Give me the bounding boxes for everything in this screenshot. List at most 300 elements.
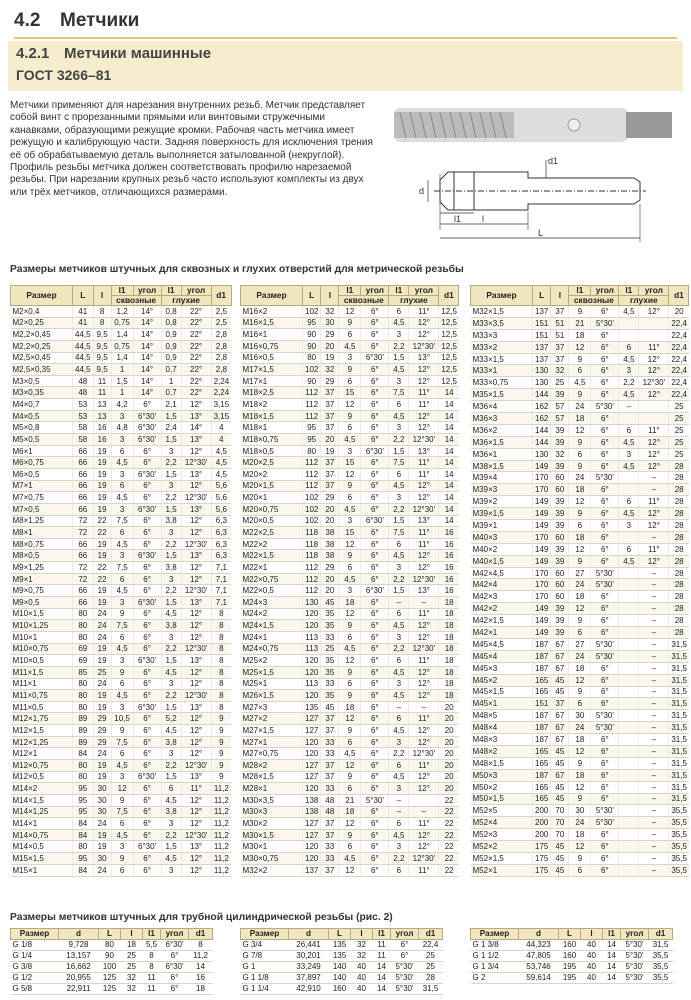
table-cell: 120 [303, 655, 321, 667]
table-cell: 118 [303, 538, 321, 550]
table-cell: 102 [303, 306, 321, 318]
table-cell: 90 [303, 340, 321, 352]
table-cell: 2,2 [161, 538, 181, 550]
table-cell: 1,5 [161, 410, 181, 422]
table-cell: 4,5 [619, 555, 639, 567]
table-cell: 80 [73, 771, 94, 783]
pipe-table-block [240, 928, 443, 995]
table-cell: 5°30' [391, 962, 419, 973]
table-cell: 1,5 [161, 597, 181, 609]
table-cell: 151 [533, 317, 551, 329]
header-angle: угол [639, 286, 669, 296]
table-cell: 6° [361, 690, 389, 702]
table-cell: 12° [639, 555, 669, 567]
table-cell: – [639, 686, 669, 698]
table-cell: 22,4 [669, 317, 689, 329]
table2-caption: Размеры метчиков штучных для трубной цилиндрической резьбы (рис. 2) [10, 912, 393, 923]
table-cell: 28 [419, 973, 443, 984]
table-cell: 1,5 [161, 771, 181, 783]
table-row [241, 468, 459, 480]
table-row [11, 620, 232, 632]
table-cell: 127 [303, 759, 321, 771]
table-cell: 22 [93, 573, 111, 585]
table-cell: 19 [93, 468, 111, 480]
table-cell: M20×1 [241, 492, 303, 504]
table-row [241, 725, 459, 737]
table-cell: 5°30' [591, 710, 619, 722]
table-cell: 130 [533, 365, 551, 377]
table-cell: M27×1 [241, 736, 303, 748]
table-cell: 37 [551, 698, 569, 710]
table-cell: 28 [669, 627, 689, 639]
table-cell: M50×2 [471, 781, 533, 793]
table-cell: 39 [551, 424, 569, 436]
table-cell: 30 [321, 317, 339, 329]
table-cell: 4,5 [389, 480, 409, 492]
table-cell: 6° [361, 422, 389, 434]
table-cell: 4,5 [389, 410, 409, 422]
table-cell: 3 [111, 550, 133, 562]
table-cell: 12 [569, 674, 591, 686]
table-cell: 6° [361, 736, 389, 748]
gost-standard: ГОСТ 3266–81 [16, 67, 112, 83]
table-cell: 19 [93, 771, 111, 783]
table-cell: M24×0,75 [241, 643, 303, 655]
table-cell: 6° [161, 984, 189, 995]
table-cell: 19 [93, 457, 111, 469]
table-cell: 25 [669, 448, 689, 460]
table-cell: 1,5 [389, 515, 409, 527]
table-cell: 16,662 [59, 962, 99, 973]
table-cell: 18 [121, 940, 143, 951]
table-row [471, 852, 689, 864]
table-cell: M8×1,25 [11, 515, 73, 527]
table-cell: M2,5×0,35 [11, 364, 73, 376]
table-cell: 31,5 [669, 793, 689, 805]
table-cell: 67 [551, 650, 569, 662]
table-cell: 80 [73, 631, 94, 643]
table-cell: 4,5 [161, 853, 181, 865]
table-row [241, 631, 459, 643]
table-cell: 18 [189, 984, 213, 995]
table-cell: 32 [121, 973, 143, 984]
table-cell: 9 [569, 389, 591, 401]
table-cell [619, 603, 639, 615]
table-cell: 6° [361, 818, 389, 830]
table-cell: 6 [339, 375, 361, 387]
table-cell: 3 [111, 434, 133, 446]
table-cell: 9,5 [93, 352, 111, 364]
table-cell: M10×1,5 [11, 608, 73, 620]
table-cell: 24 [93, 864, 111, 876]
table-cell: 22° [181, 306, 211, 318]
table-cell: 12°30' [181, 457, 211, 469]
table-row [11, 585, 232, 597]
table-cell: 35 [321, 655, 339, 667]
table-cell: 6° [591, 615, 619, 627]
table-cell: 44,5 [73, 340, 94, 352]
table-cell: 6°30' [161, 962, 189, 973]
table-cell: 1,4 [111, 352, 133, 364]
table-cell: M14×1,5 [11, 794, 73, 806]
table-cell: M20×2 [241, 468, 303, 480]
table-cell: 6°30' [361, 445, 389, 457]
table-row [471, 317, 689, 329]
label-l: l [482, 214, 484, 224]
table-cell: 9,5 [93, 364, 111, 376]
table-cell: 4,5 [389, 690, 409, 702]
table-cell: 3 [161, 573, 181, 585]
table-cell: 18 [339, 597, 361, 609]
table-cell: 6° [361, 666, 389, 678]
table-cell: – [639, 615, 669, 627]
table-cell: 6° [361, 631, 389, 643]
table-cell: 37 [321, 725, 339, 737]
table-cell: 6 [569, 365, 591, 377]
table-cell: M12×0,5 [11, 771, 73, 783]
table-cell: 22,4 [669, 329, 689, 341]
table-cell: 200 [533, 805, 551, 817]
table-cell: 6° [591, 520, 619, 532]
table-cell: 8 [143, 951, 161, 962]
table-cell: 6° [591, 698, 619, 710]
pipe-header: d [289, 929, 329, 940]
table-cell: M11×0,75 [11, 690, 73, 702]
table-cell: 37 [321, 399, 339, 411]
table-cell: 112 [303, 573, 321, 585]
table-cell: M26×1,5 [241, 690, 303, 702]
table-cell: 19 [93, 597, 111, 609]
table-cell: M2×0,4 [11, 306, 73, 318]
table-cell: 12° [409, 783, 439, 795]
table-cell: 6° [361, 364, 389, 376]
table-cell: M17×1 [241, 375, 303, 387]
table-cell: 45 [551, 686, 569, 698]
table-cell: 120 [303, 841, 321, 853]
table-cell: 13° [181, 434, 211, 446]
table-cell: 31,5 [669, 638, 689, 650]
table-cell: 2,8 [211, 364, 231, 376]
header-l1: l1 [111, 286, 133, 296]
table-cell: 24 [93, 608, 111, 620]
table-cell: 37 [321, 759, 339, 771]
table-cell: 80 [73, 678, 94, 690]
table-row [241, 818, 459, 830]
table-cell: 11,2 [211, 853, 231, 865]
table-cell: 187 [533, 722, 551, 734]
table-cell: 2,2 [389, 853, 409, 865]
table-cell: 19 [93, 492, 111, 504]
table-cell: M42×2 [471, 603, 533, 615]
table-cell: 18 [569, 829, 591, 841]
table-cell: 12° [409, 829, 439, 841]
table-cell: 41 [73, 306, 94, 318]
table-cell: 18 [439, 655, 459, 667]
table-cell: 4,5 [389, 620, 409, 632]
table-cell: 53 [73, 410, 94, 422]
table-cell: 28 [669, 472, 689, 484]
label-l1: l1 [454, 214, 462, 224]
table-cell: 40 [581, 962, 603, 973]
table-cell: 11° [409, 306, 439, 318]
table-cell: 70 [551, 829, 569, 841]
table-cell [619, 317, 639, 329]
table-cell: 14 [439, 492, 459, 504]
table-cell: 3 [339, 515, 361, 527]
table-cell: M45×1,5 [471, 686, 533, 698]
table-cell: 3,8 [161, 806, 181, 818]
table-cell: 165 [533, 781, 551, 793]
table-row [11, 515, 232, 527]
table-cell: 4,5 [111, 690, 133, 702]
table-cell: 6° [591, 365, 619, 377]
table-cell: 6 [569, 448, 591, 460]
table-cell: 95 [73, 794, 94, 806]
table-cell: 44,323 [519, 940, 559, 951]
table-cell: 9,5 [93, 340, 111, 352]
table-cell: 6° [591, 413, 619, 425]
table-cell: 12°30' [409, 573, 439, 585]
table-cell: 12° [181, 527, 211, 539]
header-blind: глухие [161, 296, 211, 306]
table-cell: – [639, 781, 669, 793]
table-cell: – [389, 794, 409, 806]
table-cell: 13° [181, 410, 211, 422]
table-cell: 12 [569, 603, 591, 615]
table-cell: 2,2 [161, 457, 181, 469]
table-cell: 175 [533, 852, 551, 864]
table-cell: M36×1 [471, 448, 533, 460]
table-cell: M30×2 [241, 818, 303, 830]
table-cell: 5°30' [591, 401, 619, 413]
table-cell: 6° [361, 399, 389, 411]
table-cell: 22,911 [59, 984, 99, 995]
table-cell [619, 841, 639, 853]
table-cell: 90 [303, 329, 321, 341]
table-cell: M18×0,75 [241, 434, 303, 446]
table-cell: 1,5 [111, 375, 133, 387]
table-cell: 3,8 [161, 736, 181, 748]
table-cell: G 1 1/8 [241, 973, 289, 984]
table-cell: 30 [93, 783, 111, 795]
table-cell: 66 [73, 550, 94, 562]
table-cell: 6° [133, 585, 161, 597]
table-cell: 6 [389, 713, 409, 725]
table-cell: 9 [569, 686, 591, 698]
table-cell: 19 [93, 503, 111, 515]
table-cell: 18 [569, 734, 591, 746]
table-cell: M22×0,75 [241, 573, 303, 585]
table-row [241, 962, 443, 973]
table-cell: 18 [439, 678, 459, 690]
table-cell: 3 [389, 329, 409, 341]
table-cell: 5°30' [591, 579, 619, 591]
table-row [11, 597, 232, 609]
table-cell: 16 [439, 538, 459, 550]
table-cell: 0,8 [161, 306, 181, 318]
table-cell: M33×3,5 [471, 317, 533, 329]
table-cell: 2,2 [389, 340, 409, 352]
table-cell: 12° [181, 562, 211, 574]
table-cell: 13° [409, 352, 439, 364]
pipe-header: l [581, 929, 603, 940]
table-cell: 8 [143, 962, 161, 973]
table-cell: 31,5 [669, 745, 689, 757]
table-cell: 22,4 [669, 365, 689, 377]
table-row [11, 364, 232, 376]
table-cell: – [639, 579, 669, 591]
table-cell: 9,728 [59, 940, 99, 951]
metric-table [240, 285, 459, 877]
table-cell: – [639, 698, 669, 710]
table-cell: 6° [133, 806, 161, 818]
table-cell: 12° [181, 713, 211, 725]
table-cell: 25 [551, 377, 569, 389]
table-cell: 12° [409, 666, 439, 678]
table-cell: 14 [603, 973, 621, 984]
table-row [11, 387, 232, 399]
table-cell: 20 [321, 515, 339, 527]
table-cell: 4,5 [111, 585, 133, 597]
table-cell [619, 829, 639, 841]
table-cell: 20 [439, 736, 459, 748]
table-cell: 1 [111, 387, 133, 399]
table-cell: 95 [303, 434, 321, 446]
table-cell: 4,5 [111, 759, 133, 771]
table-cell: 9 [111, 608, 133, 620]
table-cell: 29 [93, 713, 111, 725]
table-cell: 22 [439, 794, 459, 806]
table-cell: 8 [211, 690, 231, 702]
table-cell: 12 [339, 713, 361, 725]
table-cell: 6 [161, 783, 181, 795]
table-cell: 8 [93, 306, 111, 318]
table-cell: M45×3 [471, 662, 533, 674]
table-cell: 127 [303, 818, 321, 830]
table-cell: M18×2,5 [241, 387, 303, 399]
table-cell: 39 [551, 555, 569, 567]
table-cell: 112 [303, 410, 321, 422]
table-cell: 2,8 [211, 329, 231, 341]
table-cell: M36×3 [471, 413, 533, 425]
table-cell: 12°30' [181, 538, 211, 550]
table-cell: 137 [303, 864, 321, 876]
table-cell: 38 [321, 538, 339, 550]
table-cell: 14 [439, 480, 459, 492]
table-cell: 4,2 [111, 399, 133, 411]
table-cell: 6 [569, 864, 591, 876]
table-cell: 6° [591, 829, 619, 841]
table-cell: 6 [111, 445, 133, 457]
table-cell: 26,441 [289, 940, 329, 951]
table-cell: 47,805 [519, 951, 559, 962]
table-cell: 9 [339, 317, 361, 329]
table-cell: 7,5 [389, 457, 409, 469]
table-cell: 11° [409, 387, 439, 399]
table-cell: 12 [111, 783, 133, 795]
pipe-header: L [329, 929, 351, 940]
table-cell: 1,5 [161, 503, 181, 515]
table-cell: 18 [439, 631, 459, 643]
table-cell: M7×0,5 [11, 503, 73, 515]
table-cell: M48×1,5 [471, 757, 533, 769]
table-row [241, 643, 459, 655]
table-cell: 112 [303, 457, 321, 469]
table-cell: 11° [639, 543, 669, 555]
table-cell: 12° [639, 306, 669, 318]
table-cell: 3 [389, 736, 409, 748]
table-cell: 32 [551, 365, 569, 377]
table-cell: 1 [111, 364, 133, 376]
table-cell: M42×4,5 [471, 567, 533, 579]
table-cell: 15 [339, 527, 361, 539]
table-cell [619, 591, 639, 603]
table-cell: 12°30' [409, 853, 439, 865]
table-cell: 9 [569, 555, 591, 567]
metric-table-block [10, 285, 232, 877]
table-cell: M15×1 [11, 864, 73, 876]
table-cell: M12×0,75 [11, 759, 73, 771]
pipe-header: d [519, 929, 559, 940]
table-cell: 13° [181, 841, 211, 853]
table-cell: 4,5 [161, 608, 181, 620]
table-cell: 170 [533, 579, 551, 591]
table-row [471, 496, 689, 508]
table-cell: 6° [591, 508, 619, 520]
table-cell: 28 [669, 531, 689, 543]
table-cell: 9 [339, 829, 361, 841]
table-cell: 165 [533, 674, 551, 686]
table-cell: 6 [339, 841, 361, 853]
table-cell: 4,5 [111, 457, 133, 469]
table-cell: – [639, 852, 669, 864]
table-row [471, 962, 673, 973]
table-row [471, 769, 689, 781]
table-cell: 39 [551, 615, 569, 627]
table-cell: 32 [321, 364, 339, 376]
table-cell: 5°30' [591, 567, 619, 579]
table-cell: 5°30' [391, 973, 419, 984]
table-cell: 3 [161, 445, 181, 457]
table-cell: 6° [133, 492, 161, 504]
table-cell: 12 [339, 759, 361, 771]
table-cell: 12° [639, 460, 669, 472]
table-row [471, 710, 689, 722]
table-cell: 19 [93, 480, 111, 492]
table-cell: 11 [373, 951, 391, 962]
table-cell: 6 [339, 562, 361, 574]
table-cell: 18 [569, 591, 591, 603]
table-cell: 28 [669, 496, 689, 508]
table-row [241, 480, 459, 492]
pipe-header: l1 [143, 929, 161, 940]
table-cell: 165 [533, 745, 551, 757]
table-cell: 2,4 [161, 422, 181, 434]
table-cell: 28 [669, 603, 689, 615]
table-row [471, 543, 689, 555]
table-cell: – [639, 817, 669, 829]
table-cell: 6° [133, 713, 161, 725]
table-cell: 84 [73, 818, 94, 830]
table-cell: 2,5 [211, 306, 231, 318]
table-row [471, 674, 689, 686]
table-cell: 120 [303, 620, 321, 632]
table-cell: 20 [439, 725, 459, 737]
table-cell: M48×2 [471, 745, 533, 757]
table-cell: 3 [339, 352, 361, 364]
table-cell: – [639, 805, 669, 817]
table-cell: 6° [361, 317, 389, 329]
